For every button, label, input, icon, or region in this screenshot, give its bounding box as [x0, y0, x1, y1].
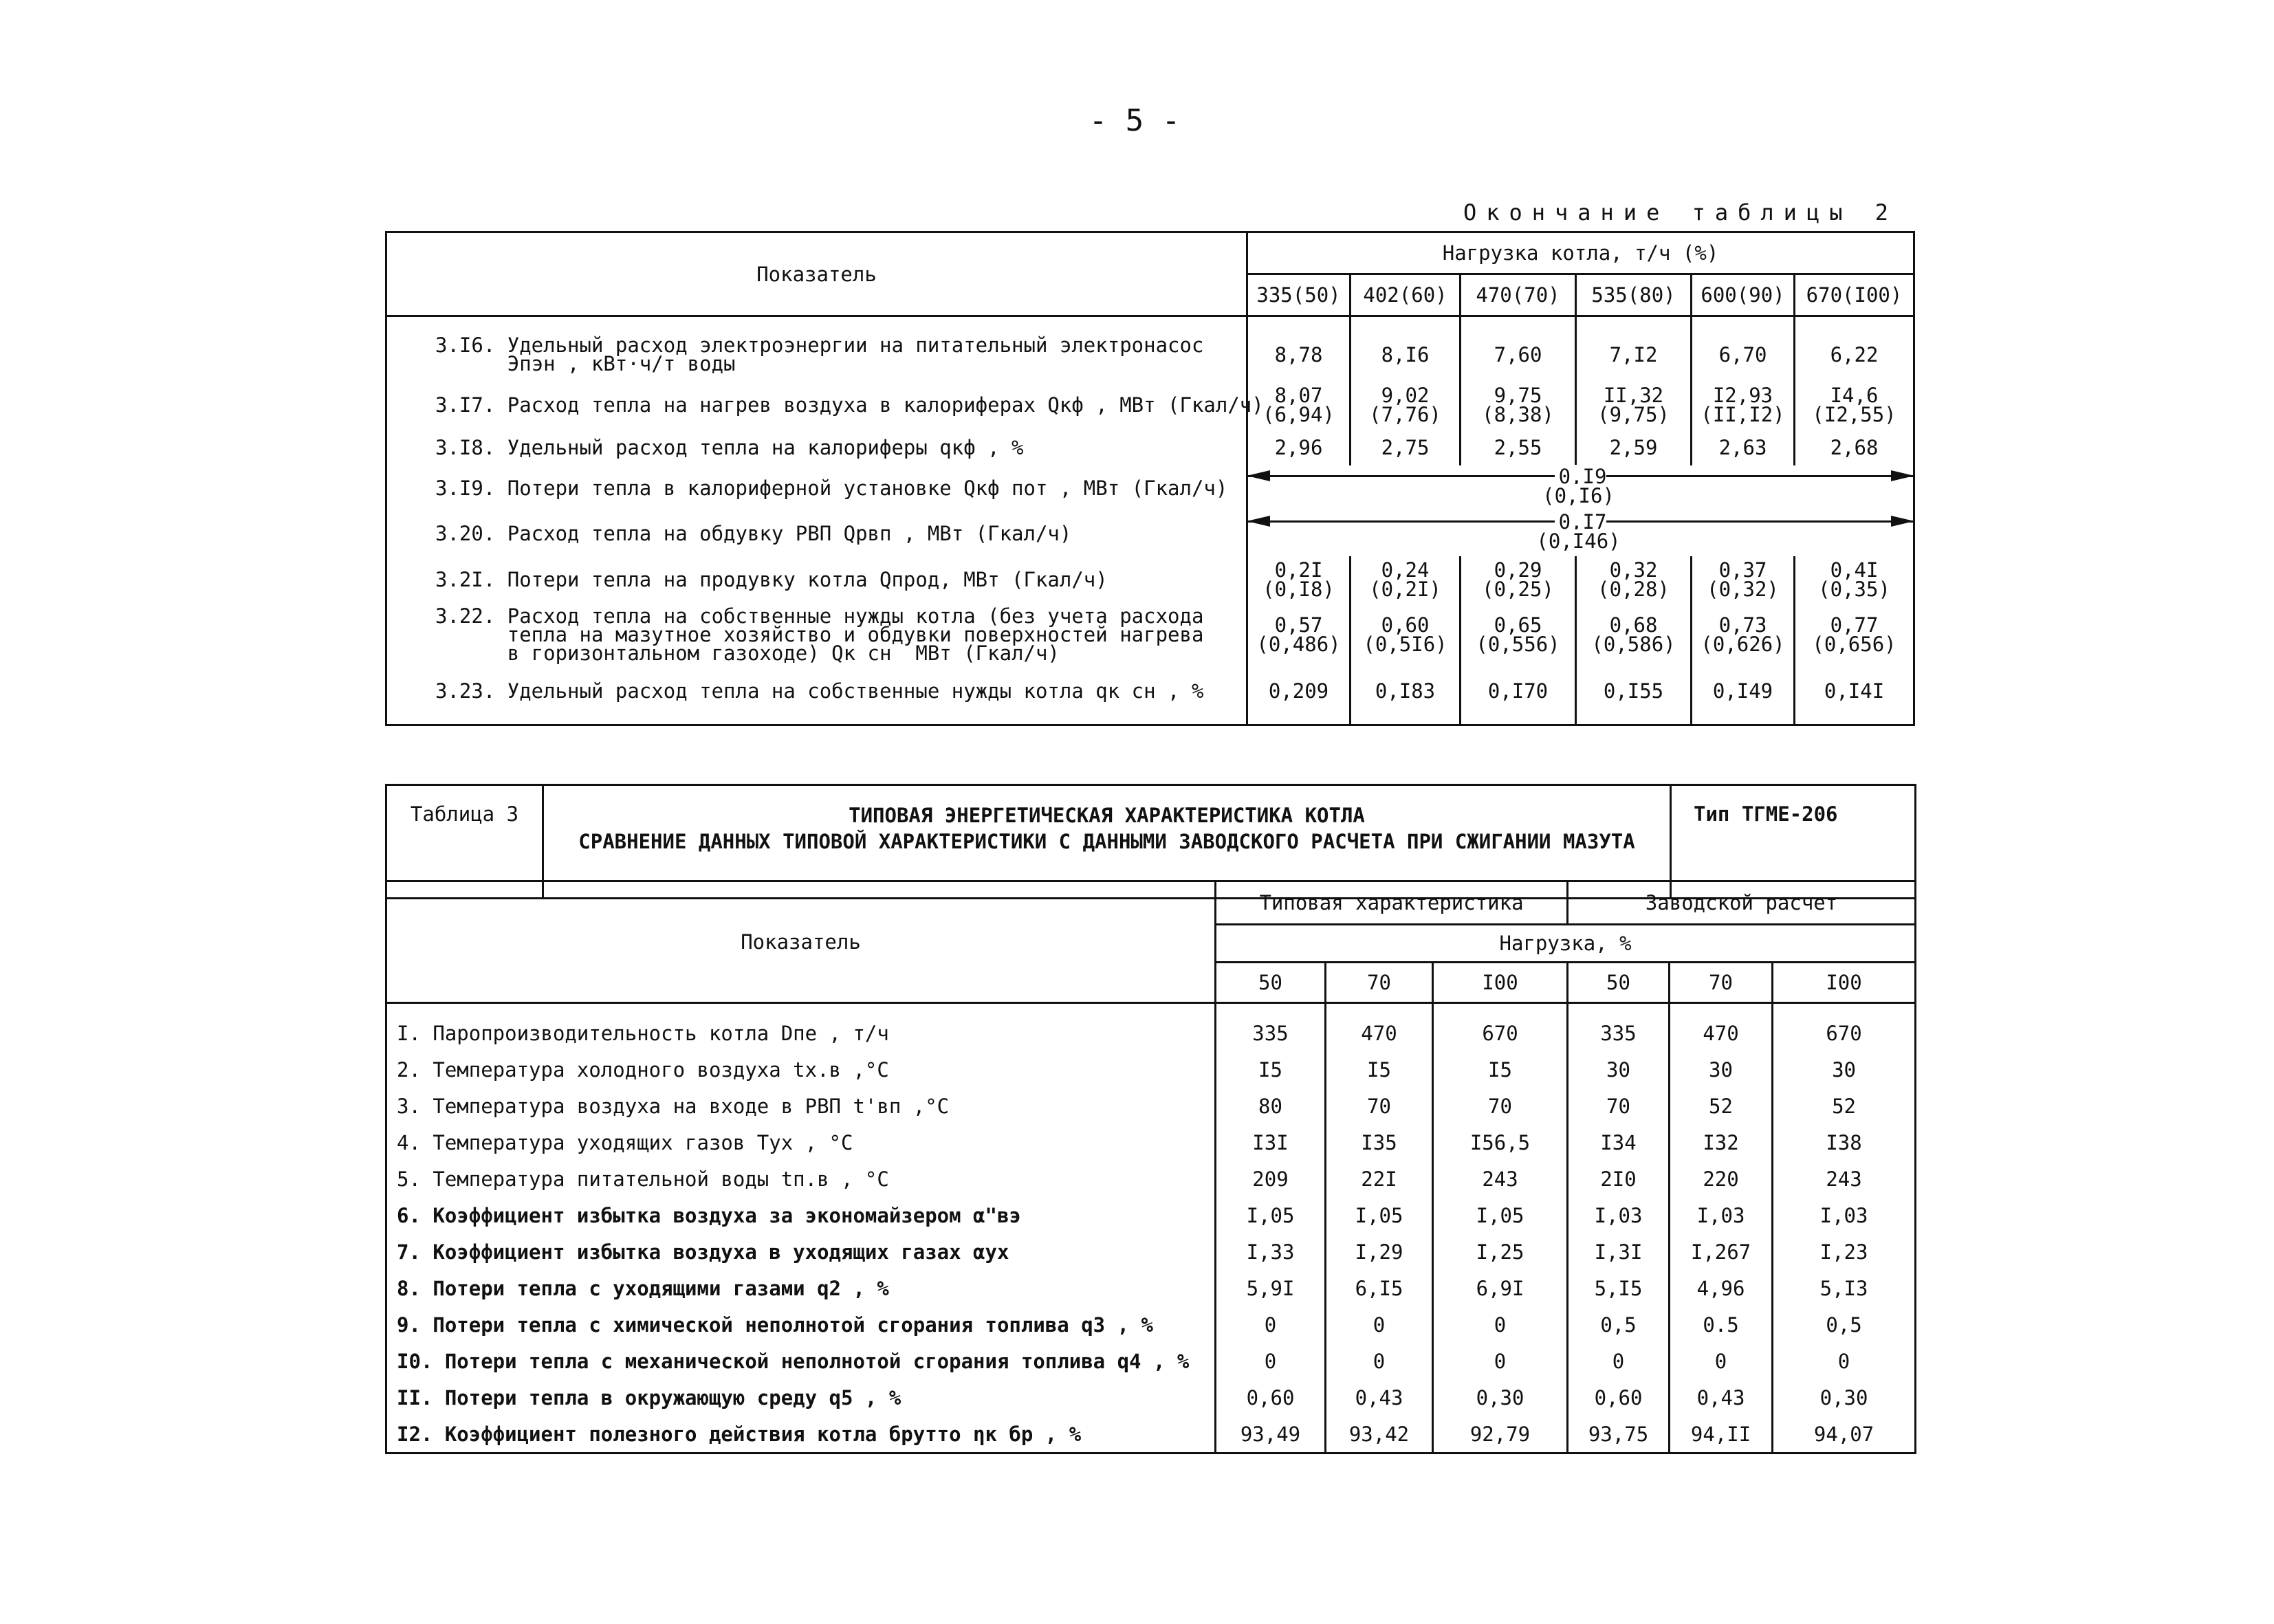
cell-value: 93,49 [1216, 1416, 1326, 1453]
cell-value: 0,29 (0,25) [1461, 556, 1576, 603]
cell-value: I2,93 (II,I2) [1692, 380, 1795, 430]
row-label: I2. Коэффициент полезного действия котла брутто ηк бр , % [386, 1416, 1216, 1453]
cell-value: 4,96 [1670, 1270, 1773, 1306]
cell-value: 2,96 [1247, 430, 1351, 465]
cell-value: 0 [1326, 1343, 1433, 1379]
cell-value: 92,79 [1433, 1416, 1568, 1453]
cell-value: I56,5 [1433, 1124, 1568, 1161]
cell-value: I3I [1216, 1124, 1326, 1161]
cell-value: I,03 [1670, 1197, 1773, 1233]
row-label: 5. Температура питательной воды tп.в , °С [386, 1161, 1216, 1197]
column-header: 535(80) [1576, 274, 1692, 316]
cell-value: 0,60 (0,5I6) [1351, 603, 1461, 666]
table-caption: Окончание таблицы 2 [1463, 199, 1898, 226]
cell-value: 2,59 [1576, 430, 1692, 465]
load-header: Нагрузка, % [1216, 925, 1916, 963]
row-label: 3. Температура воздуха на входе в РВП t'вп ,°С [386, 1088, 1216, 1124]
table-row [386, 1088, 1916, 1124]
cell-value: 0,I55 [1576, 666, 1692, 725]
cell-value: I,29 [1326, 1233, 1433, 1270]
cell-value: 0,I4I [1795, 666, 1914, 725]
group-factory: Заводской расчет [1568, 881, 1916, 925]
row-label: 3.I6. Удельный расход электроэнергии на питательный электронасос Эпэн , кВт·ч/т воды [386, 316, 1247, 381]
table-row [386, 316, 1914, 381]
cell-value: 0 [1433, 1306, 1568, 1343]
cell-value: 0,60 [1568, 1379, 1670, 1416]
table-row [386, 1270, 1916, 1306]
table-row [386, 1124, 1916, 1161]
column-header: 70 [1326, 963, 1433, 1003]
row-label: 3.20. Расход тепла на обдувку РВП Qрвп , МВт (Гкал/ч) [386, 511, 1247, 556]
cell-value: 7,60 [1461, 316, 1576, 381]
cell-value: 0,30 [1773, 1379, 1916, 1416]
cell-value: 0,68 (0,586) [1576, 603, 1692, 666]
cell-value: 209 [1216, 1161, 1326, 1197]
cell-value: I5 [1433, 1051, 1568, 1088]
boiler-type: Тип ТГМЕ-206 [1671, 785, 1916, 899]
cell-value: 0 [1216, 1306, 1326, 1343]
cell-value: I38 [1773, 1124, 1916, 1161]
cell-value: 8,78 [1247, 316, 1351, 381]
cell-value: 243 [1773, 1161, 1916, 1197]
cell-value: 6,70 [1692, 316, 1795, 381]
cell-value: 2,68 [1795, 430, 1914, 465]
header-indicator: Показатель [386, 881, 1216, 1003]
header-indicator: Показатель [386, 232, 1247, 316]
row-label: I. Паропроизводительность котла Dпе , т/ч [386, 1003, 1216, 1052]
cell-value: 0,5 [1773, 1306, 1916, 1343]
column-header: I00 [1433, 963, 1568, 1003]
cell-value: 670 [1773, 1003, 1916, 1052]
table-row [386, 1161, 1916, 1197]
column-header: 50 [1216, 963, 1326, 1003]
cell-value: 0,2I (0,I8) [1247, 556, 1351, 603]
table-row [386, 1051, 1916, 1088]
cell-value: 0,24 (0,2I) [1351, 556, 1461, 603]
cell-value: 6,9I [1433, 1270, 1568, 1306]
table-row [386, 666, 1914, 725]
row-label: 3.23. Удельный расход тепла на собственные нужды котла qк сн , % [386, 666, 1247, 725]
cell-value: 9,02 (7,76) [1351, 380, 1461, 430]
row-label: II. Потери тепла в окружающую среду q5 , % [386, 1379, 1216, 1416]
cell-value: I,23 [1773, 1233, 1916, 1270]
row-label: 9. Потери тепла с химической неполнотой сгорания топлива q3 , % [386, 1306, 1216, 1343]
cell-value: 0,57 (0,486) [1247, 603, 1351, 666]
cell-value: 30 [1670, 1051, 1773, 1088]
span-value: 0,I7 (0,I46) [1536, 510, 1624, 553]
row-label: 3.22. Расход тепла на собственные нужды котла (без учета расхода тепла на мазутное хозяйство и обдувки поверхностей нагрева в горизонтальном газоходе) Qк сн МВт (Гкал/ч) [386, 603, 1247, 666]
cell-value: 80 [1216, 1088, 1326, 1124]
table-title-line: СРАВНЕНИЕ ДАННЫХ ТИПОВОЙ ХАРАКТЕРИСТИКИ С ДАННЫМИ ЗАВОДСКОГО РАСЧЕТА ПРИ СЖИГАНИИ МАЗУТА [578, 830, 1635, 853]
row-label: 4. Температура уходящих газов Тух , °С [386, 1124, 1216, 1161]
cell-value: I,33 [1216, 1233, 1326, 1270]
table-row [386, 380, 1914, 430]
table-row [386, 511, 1914, 556]
cell-value: 8,I6 [1351, 316, 1461, 381]
table-row [386, 1379, 1916, 1416]
cell-value: 0 [1568, 1343, 1670, 1379]
cell-value: 70 [1433, 1088, 1568, 1124]
cell-value: 2,55 [1461, 430, 1576, 465]
cell-value: I,05 [1433, 1197, 1568, 1233]
cell-value: 335 [1216, 1003, 1326, 1052]
cell-value: 0,4I (0,35) [1795, 556, 1914, 603]
cell-value: 0,60 [1216, 1379, 1326, 1416]
cell-value: 670 [1433, 1003, 1568, 1052]
column-header: I00 [1773, 963, 1916, 1003]
cell-value: 0 [1326, 1306, 1433, 1343]
table-row [386, 1197, 1916, 1233]
table-row [386, 1343, 1916, 1379]
cell-value: I5 [1216, 1051, 1326, 1088]
table-row [386, 1416, 1916, 1453]
column-header: 670(I00) [1795, 274, 1914, 316]
cell-value: 70 [1326, 1088, 1433, 1124]
cell-value: 0,43 [1670, 1379, 1773, 1416]
cell-value: 8,07 (6,94) [1247, 380, 1351, 430]
column-header: 402(60) [1351, 274, 1461, 316]
cell-value: 5,9I [1216, 1270, 1326, 1306]
cell-value: 0,209 [1247, 666, 1351, 725]
table-2 [385, 231, 1915, 726]
table-row [386, 1233, 1916, 1270]
cell-value: 0,I70 [1461, 666, 1576, 725]
table-row [386, 1003, 1916, 1052]
cell-value: 2,75 [1351, 430, 1461, 465]
header-load: Нагрузка котла, т/ч (%) [1247, 232, 1914, 274]
cell-value: I,267 [1670, 1233, 1773, 1270]
cell-value: 0,5 [1568, 1306, 1670, 1343]
span-value-cell [1247, 465, 1914, 511]
cell-value: 30 [1568, 1051, 1670, 1088]
page-number: - 5 - [1089, 103, 1181, 138]
row-label: 3.2I. Потери тепла на продувку котла Qпрод, МВт (Гкал/ч) [386, 556, 1247, 603]
cell-value: 0,30 [1433, 1379, 1568, 1416]
table-row [386, 430, 1914, 465]
cell-value: II,32 (9,75) [1576, 380, 1692, 430]
table-row [386, 1306, 1916, 1343]
cell-value: 94,II [1670, 1416, 1773, 1453]
column-header: 50 [1568, 963, 1670, 1003]
table-3 [385, 880, 1916, 1454]
cell-value: 470 [1670, 1003, 1773, 1052]
cell-value: 0,32 (0,28) [1576, 556, 1692, 603]
cell-value: 52 [1773, 1088, 1916, 1124]
cell-value: I,05 [1326, 1197, 1433, 1233]
cell-value: I5 [1326, 1051, 1433, 1088]
cell-value: 0.5 [1670, 1306, 1773, 1343]
cell-value: 0 [1216, 1343, 1326, 1379]
table-row [386, 603, 1914, 666]
group-typical: Типовая характеристика [1216, 881, 1568, 925]
column-header: 70 [1670, 963, 1773, 1003]
cell-value: 6,I5 [1326, 1270, 1433, 1306]
cell-value: I,03 [1773, 1197, 1916, 1233]
cell-value: 9,75 (8,38) [1461, 380, 1576, 430]
cell-value: 0,I83 [1351, 666, 1461, 725]
cell-value: 220 [1670, 1161, 1773, 1197]
row-label: 3.I8. Удельный расход тепла на калориферы qкф , % [386, 430, 1247, 465]
cell-value: 0 [1670, 1343, 1773, 1379]
row-label: 3.I9. Потери тепла в калориферной установке Qкф пот , МВт (Гкал/ч) [386, 465, 1247, 511]
column-header: 600(90) [1692, 274, 1795, 316]
cell-value: 0,65 (0,556) [1461, 603, 1576, 666]
cell-value: 243 [1433, 1161, 1568, 1197]
span-value: 0,I9 (0,I6) [1542, 465, 1619, 507]
cell-value: I32 [1670, 1124, 1773, 1161]
table-title-line: ТИПОВАЯ ЭНЕРГЕТИЧЕСКАЯ ХАРАКТЕРИСТИКА КОТЛА [849, 804, 1365, 827]
cell-value: I,3I [1568, 1233, 1670, 1270]
span-value-cell [1247, 511, 1914, 556]
cell-value: 93,42 [1326, 1416, 1433, 1453]
cell-value: 70 [1568, 1088, 1670, 1124]
table-row [386, 556, 1914, 603]
row-label: 3.I7. Расход тепла на нагрев воздуха в калориферах Qкф , МВт (Гкал/ч) [386, 380, 1247, 430]
cell-value: I,05 [1216, 1197, 1326, 1233]
cell-value: 2I0 [1568, 1161, 1670, 1197]
row-label: 6. Коэффициент избытка воздуха за экономайзером α"вэ [386, 1197, 1216, 1233]
cell-value: 0,77 (0,656) [1795, 603, 1914, 666]
cell-value: I4,6 (I2,55) [1795, 380, 1914, 430]
row-label: 8. Потери тепла с уходящими газами q2 , % [386, 1270, 1216, 1306]
cell-value: 0,43 [1326, 1379, 1433, 1416]
cell-value: 30 [1773, 1051, 1916, 1088]
cell-value: 93,75 [1568, 1416, 1670, 1453]
cell-value: 7,I2 [1576, 316, 1692, 381]
cell-value: 0 [1773, 1343, 1916, 1379]
row-label: I0. Потери тепла с механической неполнотой сгорания топлива q4 , % [386, 1343, 1216, 1379]
cell-value: 0,37 (0,32) [1692, 556, 1795, 603]
cell-value: 0 [1433, 1343, 1568, 1379]
row-label: 7. Коэффициент избытка воздуха в уходящих газах αух [386, 1233, 1216, 1270]
cell-value: 0,I49 [1692, 666, 1795, 725]
cell-value: I,03 [1568, 1197, 1670, 1233]
cell-value: I,25 [1433, 1233, 1568, 1270]
cell-value: I34 [1568, 1124, 1670, 1161]
cell-value: 5,I3 [1773, 1270, 1916, 1306]
cell-value: 5,I5 [1568, 1270, 1670, 1306]
cell-value: 22I [1326, 1161, 1433, 1197]
cell-value: 52 [1670, 1088, 1773, 1124]
cell-value: I35 [1326, 1124, 1433, 1161]
cell-value: 470 [1326, 1003, 1433, 1052]
column-header: 470(70) [1461, 274, 1576, 316]
table-row [386, 465, 1914, 511]
cell-value: 0,73 (0,626) [1692, 603, 1795, 666]
cell-value: 94,07 [1773, 1416, 1916, 1453]
cell-value: 2,63 [1692, 430, 1795, 465]
table-label: Таблица 3 [386, 785, 543, 899]
cell-value: 335 [1568, 1003, 1670, 1052]
cell-value: 6,22 [1795, 316, 1914, 381]
row-label: 2. Температура холодного воздуха tх.в ,°С [386, 1051, 1216, 1088]
column-header: 335(50) [1247, 274, 1351, 316]
